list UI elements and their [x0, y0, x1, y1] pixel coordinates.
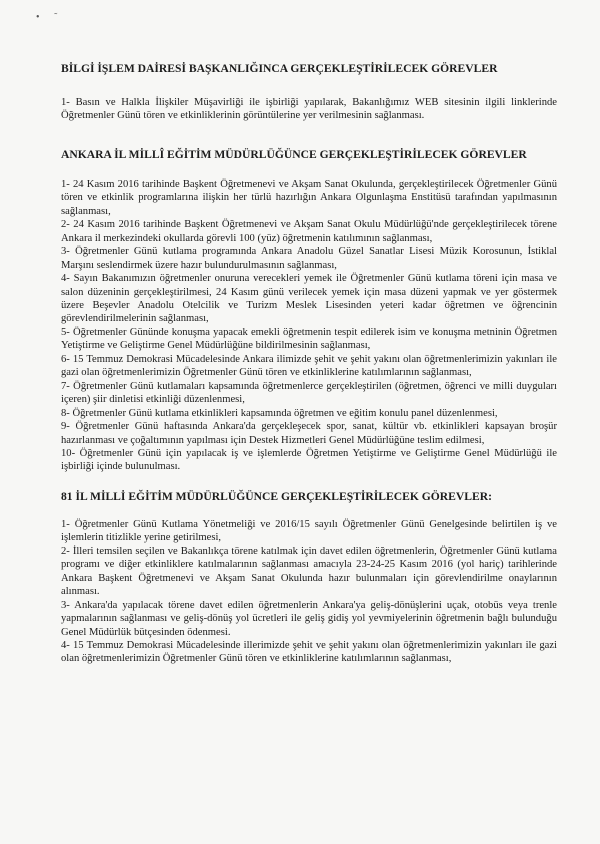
list-item: 4- Sayın Bakanımızın öğretmenler onuruna verecekleri yemek ile Öğretmenler Günü kutlama töreni için masa ve salon düzeninin gerçekleştirilmesi, 24 Kasım günü verilecek yemek için masa düzeni yapmak ve yer göstermek üzere Beşevler Anadolu Otelcilik ve Turizm Meslek Lisesinden yeteri kadar öğretmen ve öğrencinin görevlendirilmelerinin sağlanması,: [61, 273, 557, 325]
list-item: 2- İlleri temsilen seçilen ve Bakanlıkça törene katılmak için davet edilen öğretmenlerin, Öğretmenler Günü kutlama programı ve diğer etkinliklere katılmalarının sağlanması amacıyla 23-24-25 Kasım 2016 (yol hariç) tarihlerinde Ankara Başkent Öğretmenevi ve Akşam Sanat Okulunda hazır bulunmaları için görevlendirilme onaylarının alınması.: [61, 545, 557, 598]
document-body: [61, 62, 557, 666]
list-item: 6- 15 Temmuz Demokrasi Mücadelesinde Ankara ilimizde şehit ve şehit yakını olan öğretmenlerimizin yakınları ile gazi olan öğretmenlerimizin Öğretmenler Günü tören ve etkinliklerine katılımlarının sağlanması,: [61, 353, 557, 379]
scan-marks: • ˜: [36, 12, 64, 23]
section-heading-bilgi-islem: BİLGİ İŞLEM DAİRESİ BAŞKANLIĞINCA GERÇEKLEŞTİRİLECEK GÖREVLER: [61, 62, 498, 75]
list-item: 4- 15 Temmuz Demokrasi Mücadelesinde illerimizde şehit ve şehit yakını olan öğretmenlerimizin yakınları ile gazi olan öğretmenlerimizin Öğretmenler Günü tören ve etkinliklerine katılımlarının sağlanması,: [61, 639, 557, 665]
section-bilgi-islem-items: [61, 96, 557, 123]
list-item: 1- Öğretmenler Günü Kutlama Yönetmeliği ve 2016/15 sayılı Öğretmenler Günü Genelgesinde belirtilen iş ve işlemlerin titizlikle yerine getirilmesi,: [61, 518, 557, 544]
section-heading-81-il: 81 İL MİLLİ EĞİTİM MÜDÜRLÜĞÜNCE GERÇEKLEŞTİRİLECEK GÖREVLER:: [61, 489, 492, 503]
section-ankara-items: [61, 178, 557, 474]
list-item: 9- Öğretmenler Günü haftasında Ankara'da gerçekleşecek spor, sanat, kültür vb. etkinlikleri kapsayan broşür hazırlanması ve çoğaltımının yapılması için Destek Hizmetleri Genel Müdürlüğüne teslim edilmesi,: [61, 421, 557, 446]
list-item: 5- Öğretmenler Gününde konuşma yapacak emekli öğretmenin tespit edilerek isim ve konuşma metninin Öğretmen Yetiştirme ve Geliştirme Genel Müdürlüğüne bildirilmesinin sağlanması,: [61, 326, 557, 352]
list-item: 1- 24 Kasım 2016 tarihinde Başkent Öğretmenevi ve Akşam Sanat Okulunda, gerçekleştirilecek Öğretmenler Günü tören ve etkinlik programlarına ilişkin her türlü hazırlığın Ankara Olgunlaşma Enstitüsü tarafından yapılmasının sağlanması,: [61, 178, 557, 217]
list-item: 10- Öğretmenler Günü için yapılacak iş ve işlemlerde Öğretmen Yetiştirme ve Geliştirme Genel Müdürlüğü ile işbirliği içinde bulunulması.: [61, 447, 557, 473]
section-heading-ankara: ANKARA İL MİLLÎ EĞİTİM MÜDÜRLÜĞÜNCE GERÇEKLEŞTİRİLECEK GÖREVLER: [61, 147, 527, 161]
list-item: 2- 24 Kasım 2016 tarihinde Başkent Öğretmenevi ve Akşam Sanat Okulu Müdürlüğü'nde gerçekleştirilecek törene Ankara il merkezindeki okullarda görevli 100 (yüz) öğretmenin katılımının sağlanması,: [61, 219, 557, 244]
section-81-il-items: [61, 518, 557, 666]
list-item: 8- Öğretmenler Günü kutlama etkinlikleri kapsamında öğretmen ve eğitim konulu panel düzenlenmesi,: [61, 407, 498, 419]
list-item: 7- Öğretmenler Günü kutlamaları kapsamında öğretmenlerce gerçekleştirilen (öğretmen, öğrenci ve milli duyguları içeren) şiir dinletisi etkinliği düzenlenmesi,: [61, 380, 557, 406]
list-item: 3- Öğretmenler Günü kutlama programında Ankara Anadolu Güzel Sanatlar Lisesi Müzik Korosunun, İstiklal Marşını seslendirmek üzere hazır bulundurulmasının sağlanması,: [61, 246, 557, 271]
list-item: 3- Ankara'da yapılacak törene davet edilen öğretmenlerin Ankara'ya geliş-dönüşlerini uçak, otobüs veya trenle yapmalarının sağlanması ve geliş-dönüş yol ücretleri ile geliş gidiş yol yevmiyelerinin öğretmenin bağlı bulunduğu Genel Müdürlük bütçesinden ödenmesi.: [61, 599, 557, 638]
list-item: 1- Basın ve Halkla İlişkiler Müşavirliği ile işbirliği yapılarak, Bakanlığımız WEB sitesinin ilgili linklerinde Öğretmenler Günü tören ve etkinliklerinin görüntülerine yer verilmesinin sağlanması.: [61, 97, 557, 122]
